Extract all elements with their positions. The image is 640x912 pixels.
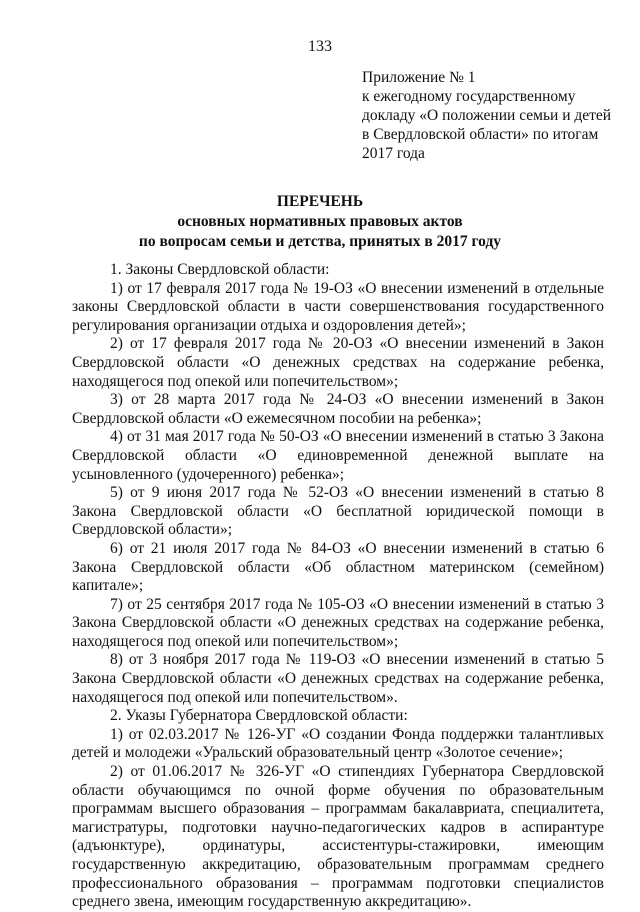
heading-title: ПЕРЕЧЕНЬ (276, 193, 364, 210)
list-item: 2) от 17 февраля 2017 года № 20-ОЗ «О внесении изменений в Закон Свердловской области «О денежных средствах на содержание ребенка, находящегося под опекой или попечительством»; (72, 335, 604, 390)
document-body (72, 261, 604, 912)
list-item: 7) от 25 сентября 2017 года № 105-ОЗ «О внесении изменений в статью 3 Закона Свердловской области «О денежных средствах на содержание ребенка, находящегося под опекой или попечительством»; (72, 595, 604, 650)
list-item: 1) от 17 февраля 2017 года № 19-ОЗ «О внесении изменений в отдельные законы Свердловской области в части совершенствования государственного регулирования организации отдыха и оздоровления детей»; (72, 279, 604, 334)
list-item: 3) от 28 марта 2017 года № 24-ОЗ «О внесении изменений в Закон Свердловской области «О ежемесячном пособии на ребенка»; (72, 391, 604, 427)
heading-subtitle: основных нормативных правовых актов (177, 213, 463, 230)
section-heading-decrees: 2. Указы Губернатора Свердловской области: (110, 707, 408, 725)
section-heading-laws: 1. Законы Свердловской области: (110, 261, 330, 278)
list-item: 4) от 31 мая 2017 года № 50-ОЗ «О внесении изменений в статью 3 Закона Свердловской области «О единовременной денежной выплате на усыновленного (удочеренного) ребенка»; (72, 428, 604, 483)
page-number: 133 (308, 38, 332, 55)
list-item: 1) от 02.03.2017 № 126-УГ «О создании Фонда поддержки талантливых детей и молодежи «Уральский образовательный центр «Золотое сечение»; (72, 725, 604, 762)
appendix-line: к ежегодному государственному (362, 88, 576, 105)
document-heading (0, 192, 640, 252)
list-item: 8) от 3 ноября 2017 года № 119-ОЗ «О внесении изменений в статью 5 Закона Свердловской области «О денежных средствах на содержание ребенка, находящегося под опекой или попечительством». (72, 651, 604, 706)
appendix-line: Приложение № 1 (362, 69, 476, 86)
appendix-line: докладу «О положении семьи и детей (362, 107, 612, 124)
appendix-line: в Свердловской области» по итогам (362, 126, 599, 143)
appendix-line: 2017 года (362, 145, 425, 162)
list-item: 2) от 01.06.2017 № 326-УГ «О стипендиях Губернатора Свердловской области обучающимся по очной форме обучения по образовательным программам высшего образования – программам бакалавриата, специалитета, магистратуры, подготовки научно-педагогических кадров в аспирантуре (адъюнктуре), ординатуры, ассистентуры-стажировки, имеющим государственную аккредитацию, образовательным программам среднего профессионального образования – программам подготовки специалистов среднего звена, имеющим государственную аккредитацию». (72, 763, 604, 911)
heading-subtitle: по вопросам семьи и детства, принятых в 2017 году (138, 233, 502, 250)
list-item: 6) от 21 июля 2017 года № 84-ОЗ «О внесении изменений в статью 6 Закона Свердловской области «Об областном материнском (семейном) капитале»; (72, 539, 604, 595)
list-item: 5) от 9 июня 2017 года № 52-ОЗ «О внесении изменений в статью 8 Закона Свердловской области «О бесплатной юридической помощи в Свердловской области»; (72, 484, 604, 539)
appendix-note (362, 68, 622, 163)
